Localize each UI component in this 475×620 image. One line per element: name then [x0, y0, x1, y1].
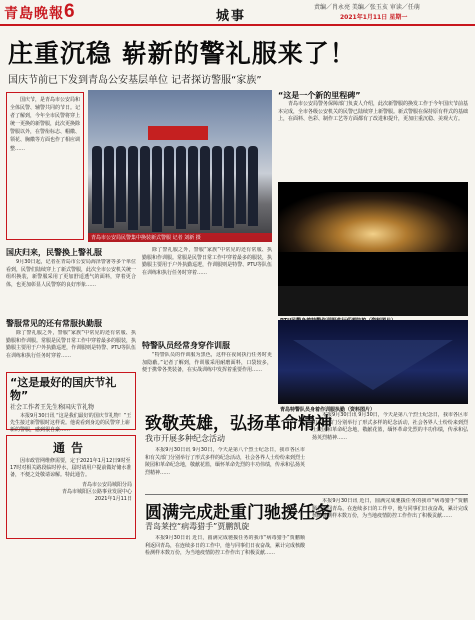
police-group-photo: [88, 90, 272, 242]
story3-body-right: 本报9月30日讯 近日，圆满完成驰援任务的我市“病毒猎手”贾鹏顺利返回青岛，在连续多日的工作中，他与同事们日夜奋战，累计完成核酸检测样本数万份，为当地疫情防控工作作出了积极贡献……: [312, 498, 468, 520]
red-banner-shape: [148, 126, 208, 140]
story3-headline: 圆满完成赴重门驰援任务: [145, 503, 332, 523]
story2-headline: 致敬英雄，弘扬革命精神: [145, 414, 332, 434]
story2-subhead: 我市开展多种纪念活动: [145, 434, 225, 443]
issue-date: 2021年1月11日 星期一: [340, 14, 408, 21]
notice-issuer-2: 青岛市城阳区公路事业发展中心: [61, 488, 132, 495]
newspaper-logo: 青島晚報: [4, 6, 64, 22]
notice-title: 通告: [52, 441, 89, 455]
right-section-title: “这是一个新的里程碑”: [278, 91, 361, 100]
editor-credits: 责编／肖永亮 美编／张玉亥 审读／任萌: [314, 4, 420, 11]
lead-headline: 庄重沉稳 崭新的警礼服来了！: [8, 39, 356, 68]
story3-subhead: 青岛莱控“病毒猎手”贾鹏凯旋: [145, 522, 250, 531]
column-box: [6, 372, 136, 434]
right-section-body: 青岛市公安局警务保障部门负责人介绍，此次新警服的换发工作于今年国庆节前基本完成，全市各级公安机关的民警已陆续穿上新警服。新式警服在保持原有样式的基础上，在面料、色彩、制作工艺等方面都有了改进和提升，更加庄重沉稳、美观大方。: [278, 101, 468, 123]
section-body-3: “特警队员的作训服为黑色，这样在夜间执行任务时更加隐蔽。”记者了解到，作训服采用耐磨面料，口袋较多，便于携带各类装备，在实战训练中发挥着重要作用……: [142, 352, 272, 374]
column-box-body: 本报9月30日讯 “这是我们最好的国庆节礼物！”王先生接过新警服时这样说。他说看到身边的民警穿上崭新的警服，感到很自豪……: [10, 413, 132, 434]
officers-row: [92, 146, 258, 232]
swat-formation-photo: [278, 320, 468, 404]
ptu-night-photo: [278, 182, 468, 316]
story3-body-left: 本报9月30日讯 近日，圆满完成驰援任务的我市“病毒猎手”贾鹏顺利返回青岛，在连续多日的工作中，他与同事们日夜奋战，累计完成核酸检测样本数万份，为当地疫情防控工作作出了积极贡献……: [145, 535, 305, 557]
section-title-3: 特警队员经常身穿作训服: [142, 341, 230, 350]
section-name: 城事: [216, 9, 247, 24]
section-body-1: 9月30日起，记者在青岛市公安局海泽警署等多个单位看到，民警们陆续穿上了新式警服，此次全市公安机关统一组织换装，新警服采用了更加舒适透气的面料，穿着更合体，也更加彰显人民警察的良好形象……: [6, 259, 136, 288]
notice-issuer: 青岛市公安局城阳分局: [81, 481, 132, 488]
public-notice: [6, 435, 136, 539]
lead-intro-box: 国庆节，是青岛市公安局和全体民警、辅警共同的节日。记者了解到，今年全市民警将穿上统一更换的新警服，此次更换除警服以外，在警衔标志、帽徽、领花、胸徽等方面也作了相应调整……: [6, 92, 84, 240]
column-box-subtitle: 社会工作者王先生称国庆节礼物: [10, 404, 95, 411]
section-title-2: 警服常见的还有常服执勤服: [6, 319, 102, 328]
lead-right-column: [278, 90, 468, 182]
divider-rule: [145, 494, 468, 495]
formation-photo-caption: 青岛特警队员身着作训服执勤（资料图片）: [280, 407, 376, 413]
masthead: [0, 0, 475, 26]
notice-body: 因市政管网维修需要，定于2021年1月12日9时至17时对相关路段临时停水，届时请用户提前做好储水准备，不便之处敬请谅解。特此通告。: [10, 458, 132, 479]
story2-body-right: 本报9月30日讯 9月30日，今天是第八个烈士纪念日，我市各区市和有关部门分别举行了形式多样的纪念活动，社会各界人士纷纷来到烈士陵园和革命纪念地，敬献花篮，缅怀革命先烈的丰功伟绩，传承和弘扬英烈精神……: [312, 412, 468, 441]
page-number: 6: [64, 1, 75, 22]
story2-body-left: 本报9月30日讯 9月30日，今天是第八个烈士纪念日，我市各区市和有关部门分别举行了形式多样的纪念活动，社会各界人士纷纷来到烈士陵园和革命纪念地，敬献花篮，缅怀革命先烈的丰功伟绩，传承和弘扬英烈精神……: [145, 447, 305, 476]
lead-subhead: 国庆节前已下发到青岛公安基层单位 记者探访警服“家族”: [8, 75, 262, 86]
section-body-1-cont: 除了警礼服之外，警服“家族”中常见的还有常服、执勤服和作训服。常服是民警日常工作中穿着最多的服装，执勤服主要用于户外执勤巡逻，作训服则是特警、PTU等队伍在训练和执行任务时穿着……: [142, 247, 272, 276]
column-box-title: “这是最好的国庆节礼物”: [10, 376, 117, 402]
section-title-1: 国庆归来，民警换上警礼服: [6, 248, 102, 257]
section-body-2: 除了警礼服之外，警服“家族”中常见的还有常服、执勤服和作训服。常服是民警日常工作中穿着最多的服装，执勤服主要用于户外执勤巡逻，作训服则是特警、PTU等队伍在训练和执行任务时穿着……: [6, 330, 136, 359]
notice-date: 2021年1月11日: [94, 495, 132, 502]
photo-caption: 青岛市公安局民警集中换装新式警服 记者 刘新 摄: [88, 233, 272, 242]
